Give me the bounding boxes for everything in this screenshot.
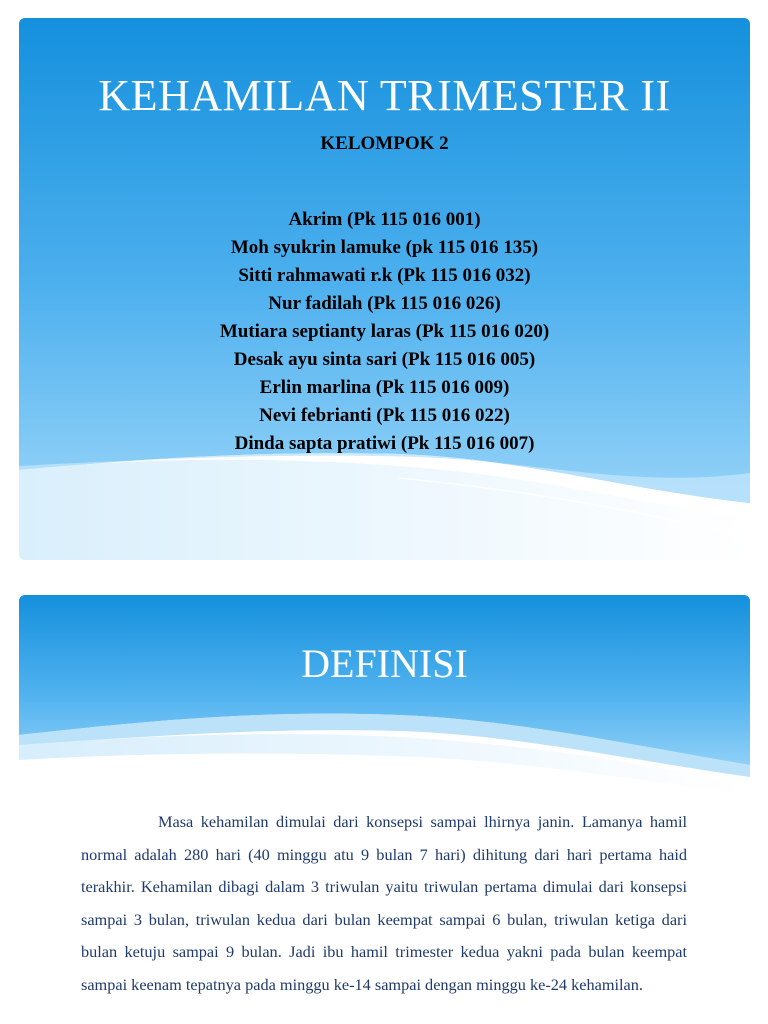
- member-list: [19, 206, 750, 458]
- slide-title: DEFINISI: [301, 641, 468, 686]
- slide-title: KEHAMILAN TRIMESTER II: [98, 71, 671, 120]
- member-item: Moh syukrin lamuke (pk 115 016 135): [230, 237, 539, 258]
- member-item: Mutiara septianty laras (Pk 115 016 020): [219, 321, 550, 342]
- definition-paragraph: Masa kehamilan dimulai dari konsepsi sampai lhirnya janin. Lamanya hamil normal adalah 280 hari (40 minggu atu 9 bulan 7 hari) dihitung dari hari pertama haid terakhir. Kehamilan dibagi dalam 3 triwulan yaitu triwulan pertama dimulai dari konsepsi sampai 3 bulan, triwulan kedua dari bulan keempat sampai 6 bulan, triwulan ketiga dari bulan ketuju sampai 9 bulan. Jadi ibu hamil trimester kedua yakni pada bulan keempat sampai keenam tepatnya pada minggu ke-14 sampai dengan minggu ke-24 kehamilan.: [81, 812, 687, 994]
- member-item: Akrim (Pk 115 016 001): [288, 209, 481, 230]
- member-item: Nur fadilah (Pk 115 016 026): [268, 293, 501, 314]
- member-item: Sitti rahmawati r.k (Pk 115 016 032): [238, 265, 531, 286]
- group-label: KELOMPOK 2: [320, 133, 449, 154]
- member-item: Nevi febrianti (Pk 115 016 022): [259, 405, 510, 426]
- member-item: Dinda sapta pratiwi (Pk 115 016 007): [234, 433, 535, 454]
- member-item: Erlin marlina (Pk 115 016 009): [259, 377, 510, 398]
- title-slide: [19, 18, 750, 560]
- member-item: Desak ayu sinta sari (Pk 115 016 005): [233, 349, 536, 370]
- definition-slide: [19, 595, 750, 1024]
